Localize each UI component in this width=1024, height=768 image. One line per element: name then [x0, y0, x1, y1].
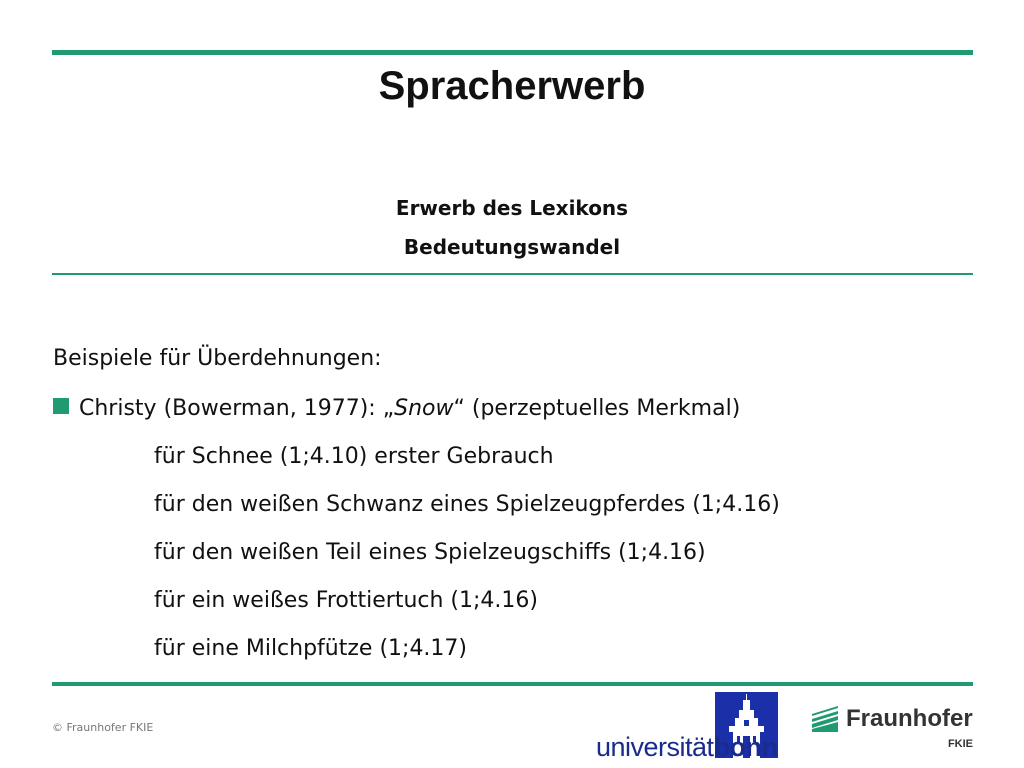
university-bonn-logo: [596, 692, 786, 762]
bonn-logo-text-part1: universität: [596, 732, 714, 762]
copyright-text: © Fraunhofer FKIE: [52, 721, 154, 734]
fraunhofer-sub: FKIE: [947, 738, 973, 750]
bonn-logo-text: [596, 732, 778, 763]
bullet-suffix: “ (perzeptuelles Merkmal): [453, 396, 741, 421]
fraunhofer-logo: [812, 704, 977, 756]
intro-text: Beispiele für Überdehnungen:: [53, 346, 382, 371]
bottom-divider: [52, 682, 973, 686]
sub-item: für ein weißes Frottiertuch (1;4.16): [154, 588, 538, 613]
bullet-item: [53, 396, 740, 421]
bonn-logo-text-part2: bonn: [713, 732, 778, 762]
sub-item: für den weißen Schwanz eines Spielzeugpferdes (1;4.16): [154, 492, 780, 517]
fraunhofer-mark-icon: [812, 704, 840, 732]
sub-item: für den weißen Teil eines Spielzeugschiffs (1;4.16): [154, 540, 706, 565]
sub-item: für Schnee (1;4.10) erster Gebrauch: [154, 444, 554, 469]
middle-divider: [52, 273, 973, 275]
slide-subtitle-2: Bedeutungswandel: [403, 235, 621, 259]
top-divider: [52, 50, 973, 55]
sub-item: für eine Milchpfütze (1;4.17): [154, 636, 468, 661]
bullet-square-icon: [53, 398, 69, 414]
slide-subtitle-1: Erwerb des Lexikons: [395, 196, 629, 220]
fraunhofer-name: Fraunhofer: [846, 705, 973, 732]
bullet-prefix: Christy (Bowerman, 1977): „: [79, 396, 395, 421]
bullet-emphasis: Snow: [394, 396, 454, 421]
slide-title: Spracherwerb: [378, 64, 646, 108]
